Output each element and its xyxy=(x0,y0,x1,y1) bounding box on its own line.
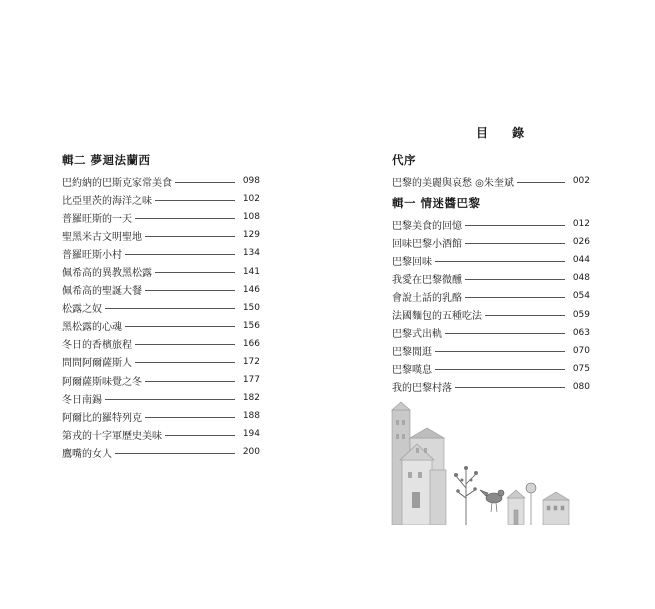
toc-entry-page: 129 xyxy=(242,230,260,241)
leader-line xyxy=(435,261,565,262)
toc-entry[interactable] xyxy=(392,324,590,342)
toc-entry[interactable] xyxy=(62,317,260,335)
toc-entry-title: 普羅旺斯小村 xyxy=(62,249,122,261)
leader-line xyxy=(155,200,235,201)
toc-entry-page: 200 xyxy=(242,447,260,458)
leader-line xyxy=(145,236,235,237)
toc-entry-page: 102 xyxy=(242,194,260,205)
building-roof xyxy=(410,428,444,438)
toc-entry-page: 080 xyxy=(572,381,590,392)
toc-entry[interactable] xyxy=(62,172,260,190)
leader-line xyxy=(465,297,565,298)
section-heading-part2: 輯二 夢迴法蘭西 xyxy=(62,153,151,167)
toc-entry[interactable] xyxy=(62,208,260,226)
toc-entry[interactable] xyxy=(62,226,260,244)
leader-line xyxy=(155,272,235,273)
toc-entry[interactable] xyxy=(62,299,260,317)
toc-entry-title: 聖黑米古文明聖地 xyxy=(62,231,142,243)
toc-entry-page: 026 xyxy=(572,237,590,248)
toc-entry-page: 134 xyxy=(242,248,260,259)
toc-entry[interactable] xyxy=(392,172,590,190)
leader-line xyxy=(465,279,565,280)
toc-entry-page: 098 xyxy=(242,176,260,187)
toc-entry-page: 150 xyxy=(242,302,260,313)
leader-line xyxy=(485,315,565,316)
small-building xyxy=(430,470,446,525)
leader-line xyxy=(435,369,565,370)
toc-entry-page: 054 xyxy=(572,291,590,302)
leader-line xyxy=(115,453,235,454)
leader-line xyxy=(145,381,235,382)
toc-entry-title: 我的巴黎村落 xyxy=(392,383,452,395)
toc-entry-page: 048 xyxy=(572,273,590,284)
toc-entry[interactable] xyxy=(62,281,260,299)
toc-entry[interactable] xyxy=(392,378,590,396)
toc-entry-title: 第戎的十字軍歷史美味 xyxy=(62,430,162,442)
toc-entry-page: 012 xyxy=(572,219,590,230)
toc-entry-title: 巴黎嘆息 xyxy=(392,365,432,377)
toc-entry-title: 佩希高的聖誕大餐 xyxy=(62,286,142,298)
toc-list-part2 xyxy=(62,172,260,462)
leader-line xyxy=(517,182,565,183)
leader-line xyxy=(135,362,235,363)
toc-list-part1 xyxy=(392,215,590,396)
leader-line xyxy=(125,326,235,327)
toc-entry-title: 我愛在巴黎微醺 xyxy=(392,274,462,286)
toc-entry-title: 冬日南錫 xyxy=(62,394,102,406)
toc-entry[interactable] xyxy=(392,305,590,323)
leader-line xyxy=(465,225,565,226)
leader-line xyxy=(105,308,235,309)
toc-entry[interactable] xyxy=(392,287,590,305)
tree-small xyxy=(526,483,536,525)
toc-entry-page: 141 xyxy=(242,266,260,277)
toc-entry-page: 070 xyxy=(572,345,590,356)
toc-entry-title: 普羅旺斯的一天 xyxy=(62,213,132,225)
section-heading-preface: 代序 xyxy=(392,153,416,167)
toc-entry[interactable] xyxy=(392,269,590,287)
toc-entry-page: 063 xyxy=(572,327,590,338)
leader-line xyxy=(135,218,235,219)
leader-line xyxy=(165,435,235,436)
tree-large xyxy=(456,470,476,525)
leader-line xyxy=(435,351,565,352)
leader-line xyxy=(135,344,235,345)
leader-line xyxy=(455,387,565,388)
toc-entry-title: 佩希高的異教黑松露 xyxy=(62,268,152,280)
toc-entry-title: 阿爾薩斯味覺之冬 xyxy=(62,376,142,388)
toc-entry-title: 回味巴黎小酒館 xyxy=(392,238,462,250)
toc-entry-page: 166 xyxy=(242,338,260,349)
toc-entry-page: 075 xyxy=(572,363,590,374)
toc-entry[interactable] xyxy=(62,371,260,389)
toc-entry-title: 鷹嘴的女人 xyxy=(62,448,112,460)
toc-entry-page: 188 xyxy=(242,411,260,422)
toc-entry[interactable] xyxy=(62,244,260,262)
toc-entry-title: 巴黎閒逛 xyxy=(392,347,432,359)
toc-entry-title: 問問阿爾薩斯人 xyxy=(62,358,132,370)
toc-entry-title: 阿爾比的羅特列克 xyxy=(62,412,142,424)
toc-entry[interactable] xyxy=(62,190,260,208)
small-house xyxy=(507,490,525,525)
toc-entry-page: 156 xyxy=(242,320,260,331)
toc-entry[interactable] xyxy=(62,425,260,443)
toc-title: 目 錄 xyxy=(476,126,535,140)
toc-entry-page: 177 xyxy=(242,375,260,386)
toc-entry-page: 059 xyxy=(572,309,590,320)
toc-list-preface xyxy=(392,172,590,190)
toc-entry-title: 比亞里茨的海洋之味 xyxy=(62,195,152,207)
toc-entry-page: 002 xyxy=(572,176,590,187)
toc-entry-page: 182 xyxy=(242,393,260,404)
toc-entry-title: 黑松露的心魂 xyxy=(62,322,122,334)
leader-line xyxy=(145,417,235,418)
toc-entry-page: 146 xyxy=(242,284,260,295)
toc-entry-title: 松露之奴 xyxy=(62,304,102,316)
toc-entry-page: 044 xyxy=(572,255,590,266)
toc-entry-title: 巴黎式出軌 xyxy=(392,329,442,341)
leader-line xyxy=(445,333,565,334)
toc-entry-page: 194 xyxy=(242,429,260,440)
toc-entry[interactable] xyxy=(62,407,260,425)
toc-entry[interactable] xyxy=(392,342,590,360)
toc-entry[interactable] xyxy=(62,389,260,407)
toc-entry[interactable] xyxy=(62,353,260,371)
leader-line xyxy=(145,290,235,291)
toc-entry[interactable] xyxy=(62,262,260,280)
tower-roof xyxy=(392,402,410,410)
city-trees-illustration xyxy=(388,400,578,525)
toc-entry[interactable] xyxy=(62,335,260,353)
toc-entry-page: 108 xyxy=(242,212,260,223)
toc-entry-title: 巴黎美食的回憶 xyxy=(392,220,462,232)
toc-entry-title: 巴約納的巴斯克家常美食 xyxy=(62,177,172,189)
leader-line xyxy=(465,243,565,244)
toc-entry[interactable] xyxy=(392,233,590,251)
leader-line xyxy=(105,399,235,400)
leader-line xyxy=(125,254,235,255)
toc-entry-page: 172 xyxy=(242,356,260,367)
row-house xyxy=(543,492,569,525)
toc-entry-title: 冬日的香檳旅程 xyxy=(62,340,132,352)
section-heading-part1: 輯一 情迷醬巴黎 xyxy=(392,196,481,210)
leader-line xyxy=(175,182,235,183)
toc-entry-title: 法國麵包的五種吃法 xyxy=(392,311,482,323)
bird xyxy=(480,490,504,512)
toc-entry[interactable] xyxy=(62,443,260,461)
toc-entry-title: 巴黎的美麗與哀愁 ◎朱奎斌 xyxy=(392,177,514,189)
toc-entry-title: 會說土話的乳酪 xyxy=(392,292,462,304)
toc-entry-title: 巴黎回味 xyxy=(392,256,432,268)
toc-entry[interactable] xyxy=(392,251,590,269)
toc-entry[interactable] xyxy=(392,360,590,378)
toc-entry[interactable] xyxy=(392,215,590,233)
